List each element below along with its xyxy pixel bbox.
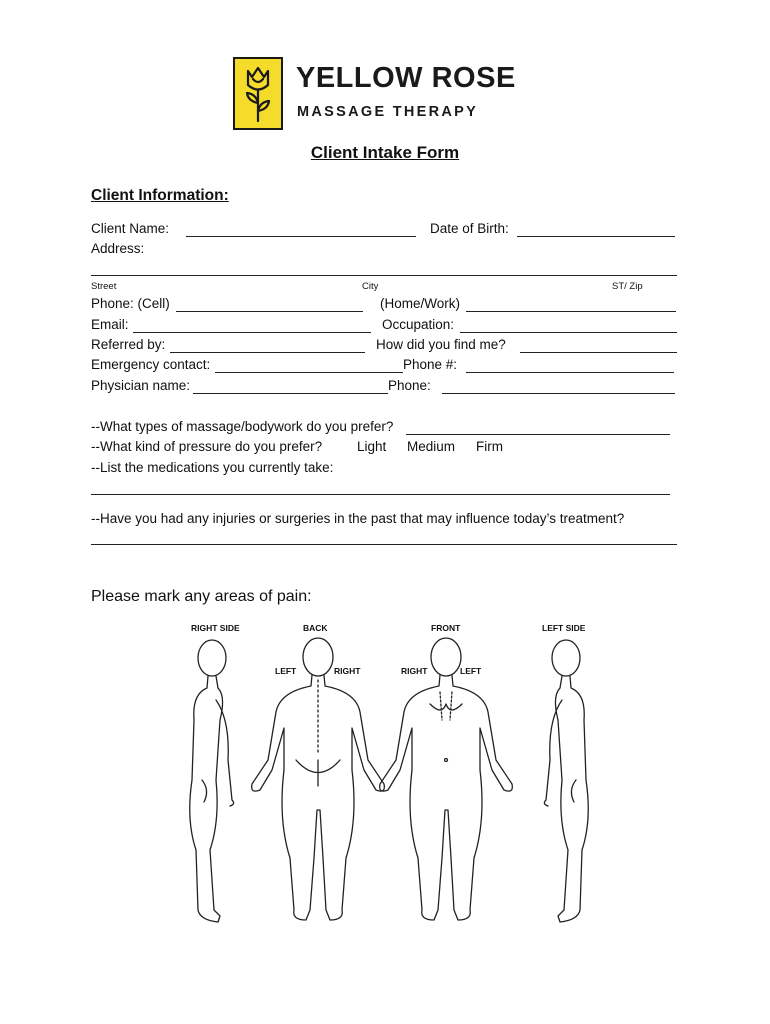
form-title (0, 143, 770, 163)
occupation-label: Occupation: (382, 317, 455, 332)
brand-name: YELLOW ROSE (296, 62, 516, 94)
front-figure[interactable] (380, 638, 513, 920)
view-label-left-side: LEFT SIDE (542, 623, 586, 633)
massage-types-question: --What types of massage/bodywork do you prefer? (91, 419, 394, 434)
logo-badge (233, 57, 283, 130)
emergency-phone-label: Phone #: (403, 357, 458, 372)
phone-cell-label: Phone: (Cell) (91, 296, 170, 311)
address-label: Address: (91, 241, 145, 256)
section-heading: Client Information: (91, 187, 229, 204)
city-label: City (362, 281, 379, 292)
medications-field[interactable] (91, 494, 670, 495)
pressure-option-light[interactable]: Light (357, 439, 387, 454)
medications-question: --List the medications you currently take: (91, 460, 334, 475)
front-right-label: RIGHT (401, 666, 428, 676)
pain-chart-heading: Please mark any areas of pain: (91, 588, 312, 605)
massage-types-field[interactable] (406, 434, 670, 435)
injuries-question: --Have you had any injuries or surgeries in the past that may influence today’s treatment? (91, 511, 625, 526)
injuries-field[interactable] (91, 544, 677, 545)
view-label-back: BACK (303, 623, 328, 633)
emergency-label: Emergency contact: (91, 357, 211, 372)
phone-homework-label: (Home/Work) (380, 296, 461, 311)
front-left-label: LEFT (460, 666, 482, 676)
back-figure[interactable] (252, 638, 385, 920)
physician-phone-field[interactable] (442, 393, 675, 394)
client-name-label: Client Name: (91, 221, 170, 236)
dob-field[interactable] (517, 236, 675, 237)
pressure-question: --What kind of pressure do you prefer? (91, 439, 323, 454)
physician-phone-label: Phone: (388, 378, 431, 393)
emergency-field[interactable] (215, 372, 403, 373)
pressure-option-medium[interactable]: Medium (407, 439, 456, 454)
phone-homework-field[interactable] (466, 311, 676, 312)
phone-cell-field[interactable] (176, 311, 363, 312)
occupation-field[interactable] (460, 332, 677, 333)
address-field[interactable] (91, 275, 677, 276)
view-label-right-side: RIGHT SIDE (191, 623, 240, 633)
brand-tagline: MASSAGE THERAPY (297, 104, 479, 120)
view-label-front: FRONT (431, 623, 461, 633)
find-me-field[interactable] (520, 352, 677, 353)
referred-field[interactable] (170, 352, 365, 353)
emergency-phone-field[interactable] (466, 372, 674, 373)
back-right-label: RIGHT (334, 666, 361, 676)
right-side-figure[interactable] (190, 640, 234, 922)
rose-icon (235, 59, 281, 128)
physician-field[interactable] (193, 393, 388, 394)
physician-label: Physician name: (91, 378, 191, 393)
left-side-figure[interactable] (544, 640, 588, 922)
dob-label: Date of Birth: (430, 221, 509, 236)
street-label: Street (91, 281, 117, 292)
pressure-option-firm[interactable]: Firm (476, 439, 503, 454)
find-me-label: How did you find me? (376, 337, 506, 352)
referred-label: Referred by: (91, 337, 166, 352)
client-name-field[interactable] (186, 236, 416, 237)
email-label: Email: (91, 317, 129, 332)
body-diagram[interactable] (180, 620, 600, 930)
back-left-label: LEFT (275, 666, 297, 676)
form-title-text: Client Intake Form (310, 143, 460, 162)
stzip-label: ST/ Zip (612, 281, 643, 292)
email-field[interactable] (133, 332, 371, 333)
